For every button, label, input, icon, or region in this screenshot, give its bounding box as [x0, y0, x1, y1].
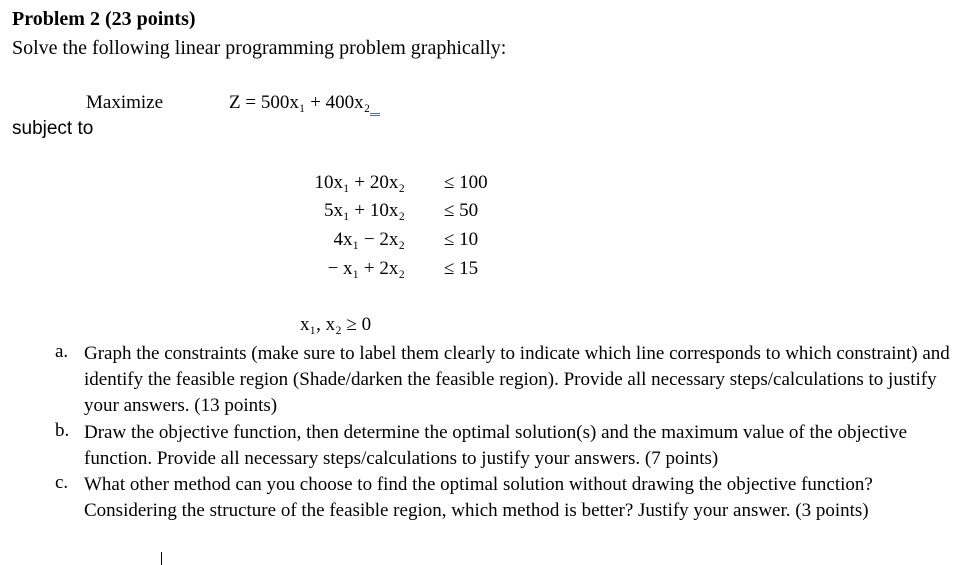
objective-expression: Z = 500x₁ + 400x₂: [229, 92, 371, 113]
constraint-2-rhs: ≤ 50: [444, 200, 479, 221]
maximize-label: Maximize: [86, 92, 164, 113]
question-letter: c.: [55, 472, 69, 493]
question-text: What other method can you choose to find the optimal solution without drawing the objective function? Considering the structure of the feasible region, which method is better? Justify your answer. (3 points): [84, 474, 873, 521]
nonnegativity-constraint: x₁, x₂ ≥ 0: [300, 314, 372, 335]
problem-instruction: Solve the following linear programming problem graphically:: [12, 37, 507, 59]
constraint-3-rhs: ≤ 10: [444, 229, 479, 250]
question-letter: a.: [55, 341, 69, 362]
question-text: Draw the objective function, then determine the optimal solution(s) and the maximum value of the objective function. Provide all necessary steps/calculations to justify your answers. (7 points): [84, 422, 908, 469]
spellcheck-underline: [370, 92, 380, 116]
text-cursor: [161, 552, 162, 565]
question-letter: b.: [55, 420, 70, 441]
constraint-2-lhs: 5x₁ + 10x₂: [324, 200, 405, 221]
subject-to-label: subject to: [12, 118, 94, 139]
constraint-1-lhs: 10x₁ + 20x₂: [314, 172, 405, 193]
constraint-4-lhs: − x₁ + 2x₂: [327, 258, 405, 279]
constraint-3-lhs: 4x₁ − 2x₂: [333, 229, 405, 250]
question-text: Graph the constraints (make sure to label them clearly to indicate which line corresponds to which constraint) and identify the feasible region (Shade/darken the feasible region). Provide all necessary steps/calculations to justify your answers. (13 points): [84, 343, 950, 416]
constraint-1-rhs: ≤ 100: [444, 172, 488, 193]
objective-function: [229, 92, 380, 114]
constraint-4-rhs: ≤ 15: [444, 258, 479, 279]
problem-title: Problem 2 (23 points): [12, 8, 196, 30]
